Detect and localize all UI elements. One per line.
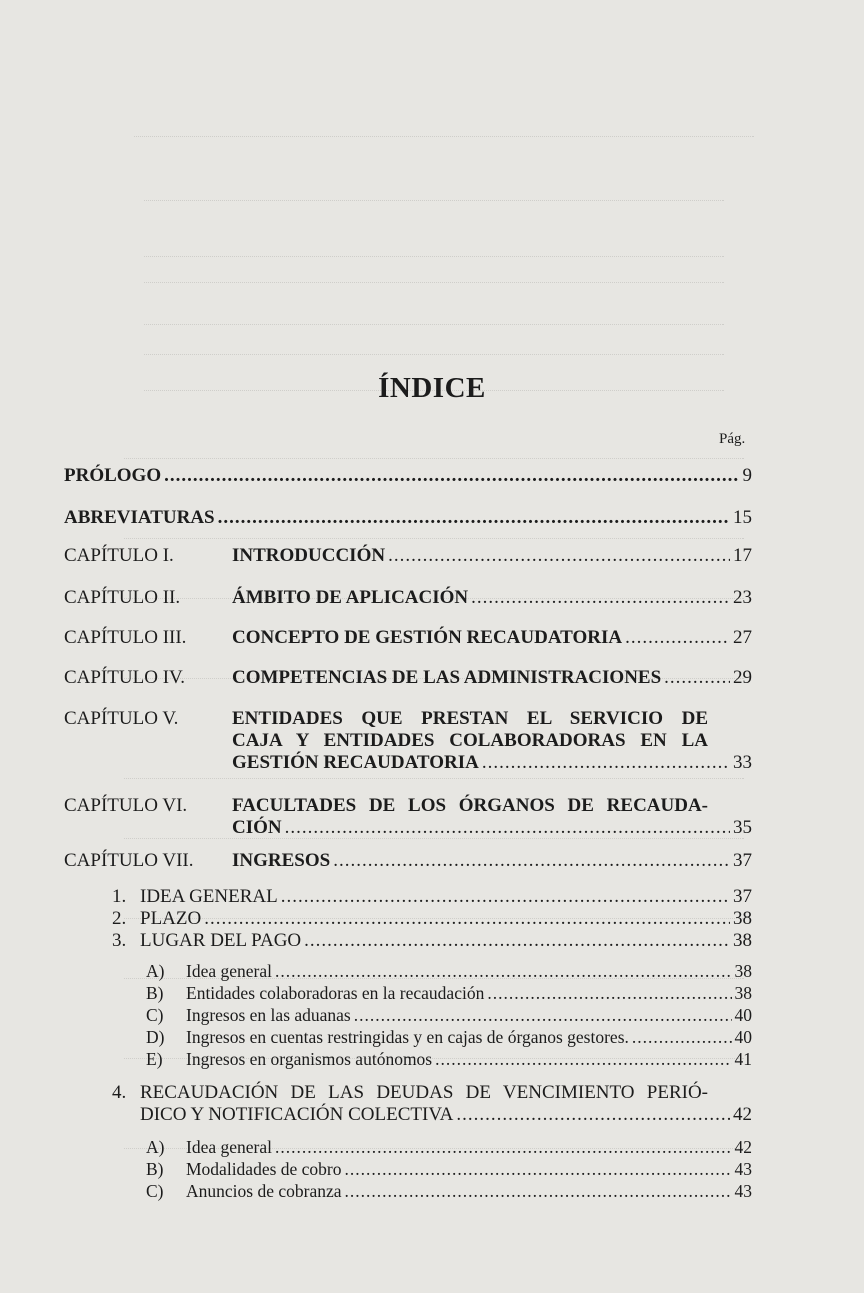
toc-entry-label: PRÓLOGO [64,465,162,486]
section-title: PLAZO [140,908,202,929]
section-title: IDEA GENERAL [140,886,278,907]
subsection-title: Ingresos en las aduanas [186,1005,351,1025]
chapter-title: ÁMBITO DE APLICACIÓN [232,587,469,608]
section-page: 38 [733,930,752,951]
dot-leader [435,1048,731,1070]
toc-chapter-5[interactable] [0,708,752,778]
dot-leader [487,982,731,1004]
toc-section-3[interactable] [0,930,752,952]
subsection-page: 42 [734,1137,752,1157]
subsection-page: 43 [734,1181,752,1201]
toc-subsection-3d[interactable] [0,1026,752,1048]
section-number: 3. [112,930,127,951]
chapter-number: CAPÍTULO VII. [64,850,194,871]
dot-leader [664,667,730,689]
toc-entry-abreviaturas[interactable] [64,507,752,529]
chapter-title-line: CAJA Y ENTIDADES COLABORADORAS EN LA [232,730,708,751]
dot-leader [625,627,730,649]
subsection-title: Ingresos en organismos autónomos [186,1049,433,1069]
dot-leader [164,465,739,487]
subsection-letter: E) [146,1049,163,1069]
toc-subsection-3b[interactable] [0,982,752,1004]
dot-leader [388,545,730,567]
chapter-number: CAPÍTULO VI. [64,795,188,816]
chapter-title: INTRODUCCIÓN [232,545,386,566]
toc-chapter-1[interactable] [0,545,752,569]
dot-leader [281,886,730,908]
subsection-letter: B) [146,1159,164,1179]
toc-entry-label: ABREVIATURAS [64,507,215,528]
toc-subsection-4a[interactable] [0,1136,752,1158]
page-number-header: Pág. [719,431,746,447]
chapter-page: 29 [733,667,752,688]
toc-entry-page: 9 [742,465,752,486]
subsection-title: Idea general [186,961,272,981]
dot-leader [304,930,730,952]
dot-leader [482,752,730,774]
subsection-letter: A) [146,961,165,981]
toc-chapter-6[interactable] [0,795,752,841]
chapter-page: 33 [733,752,752,773]
chapter-page: 23 [733,587,752,608]
chapter-page: 37 [733,850,752,871]
subsection-letter: D) [146,1027,165,1047]
section-page: 38 [733,908,752,929]
dot-leader [275,960,732,982]
chapter-number: CAPÍTULO IV. [64,667,186,688]
chapter-title: CONCEPTO DE GESTIÓN RECAUDATORIA [232,627,623,648]
section-number: 1. [112,886,127,907]
subsection-title: Ingresos en cuentas restringidas y en cajas de órganos gestores. [186,1027,629,1047]
chapter-title: COMPETENCIAS DE LAS ADMINISTRACIONES [232,667,662,688]
toc-subsection-3c[interactable] [0,1004,752,1026]
dot-leader [333,850,730,872]
subsection-page: 40 [734,1005,752,1025]
subsection-page: 38 [734,961,752,981]
toc-section-1[interactable] [0,886,752,908]
toc-subsection-3e[interactable] [0,1048,752,1070]
dot-leader [285,817,730,839]
toc-subsection-4b[interactable] [0,1158,752,1180]
chapter-number: CAPÍTULO I. [64,545,174,566]
chapter-title-line: FACULTADES DE LOS ÓRGANOS DE RECAUDA- [232,795,708,816]
toc-subsection-4c[interactable] [0,1180,752,1202]
section-title-line: RECAUDACIÓN DE LAS DEUDAS DE VENCIMIENTO PERIÓ- [140,1082,708,1103]
subsection-letter: C) [146,1181,164,1201]
section-title-line: DICO Y NOTIFICACIÓN COLECTIVA [140,1104,454,1125]
toc-section-2[interactable] [0,908,752,930]
chapter-title-line: GESTIÓN RECAUDATORIA [232,752,479,773]
chapter-title-line: ENTIDADES QUE PRESTAN EL SERVICIO DE [232,708,708,729]
subsection-title: Entidades colaboradoras en la recaudación [186,983,485,1003]
dot-leader [204,908,730,930]
dot-leader [354,1004,732,1026]
chapter-title-line: CIÓN [232,817,282,838]
subsection-page: 41 [734,1049,752,1069]
toc-chapter-3[interactable] [0,627,752,651]
dot-leader [345,1180,732,1202]
chapter-number: CAPÍTULO II. [64,587,181,608]
dot-leader [471,587,730,609]
section-title: LUGAR DEL PAGO [140,930,302,951]
subsection-title: Idea general [186,1137,272,1157]
section-page: 37 [733,886,752,907]
chapter-page: 27 [733,627,752,648]
subsection-letter: C) [146,1005,164,1025]
section-number: 2. [112,908,127,929]
toc-section-4[interactable] [0,1082,752,1128]
dot-leader [632,1026,732,1048]
section-number: 4. [112,1082,127,1103]
toc-chapter-4[interactable] [0,667,752,691]
subsection-title: Modalidades de cobro [186,1159,342,1179]
subsection-page: 40 [734,1027,752,1047]
toc-subsection-3a[interactable] [0,960,752,982]
toc-entry-prologo[interactable] [64,465,752,487]
dot-leader [456,1104,730,1126]
chapter-page: 35 [733,817,752,838]
toc-entry-page: 15 [733,507,752,528]
dot-leader [345,1158,732,1180]
chapter-number: CAPÍTULO III. [64,627,187,648]
chapter-number: CAPÍTULO V. [64,708,179,729]
chapter-title: INGRESOS [232,850,331,871]
dot-leader [275,1136,732,1158]
subsection-page: 38 [734,983,752,1003]
chapter-page: 17 [733,545,752,566]
toc-chapter-7[interactable] [0,850,752,874]
section-page: 42 [733,1104,752,1125]
subsection-letter: A) [146,1137,165,1157]
dot-leader [218,507,730,529]
page-title: ÍNDICE [378,372,486,404]
subsection-letter: B) [146,983,164,1003]
toc-chapter-2[interactable] [0,587,752,611]
subsection-title: Anuncios de cobranza [186,1181,342,1201]
subsection-page: 43 [734,1159,752,1179]
